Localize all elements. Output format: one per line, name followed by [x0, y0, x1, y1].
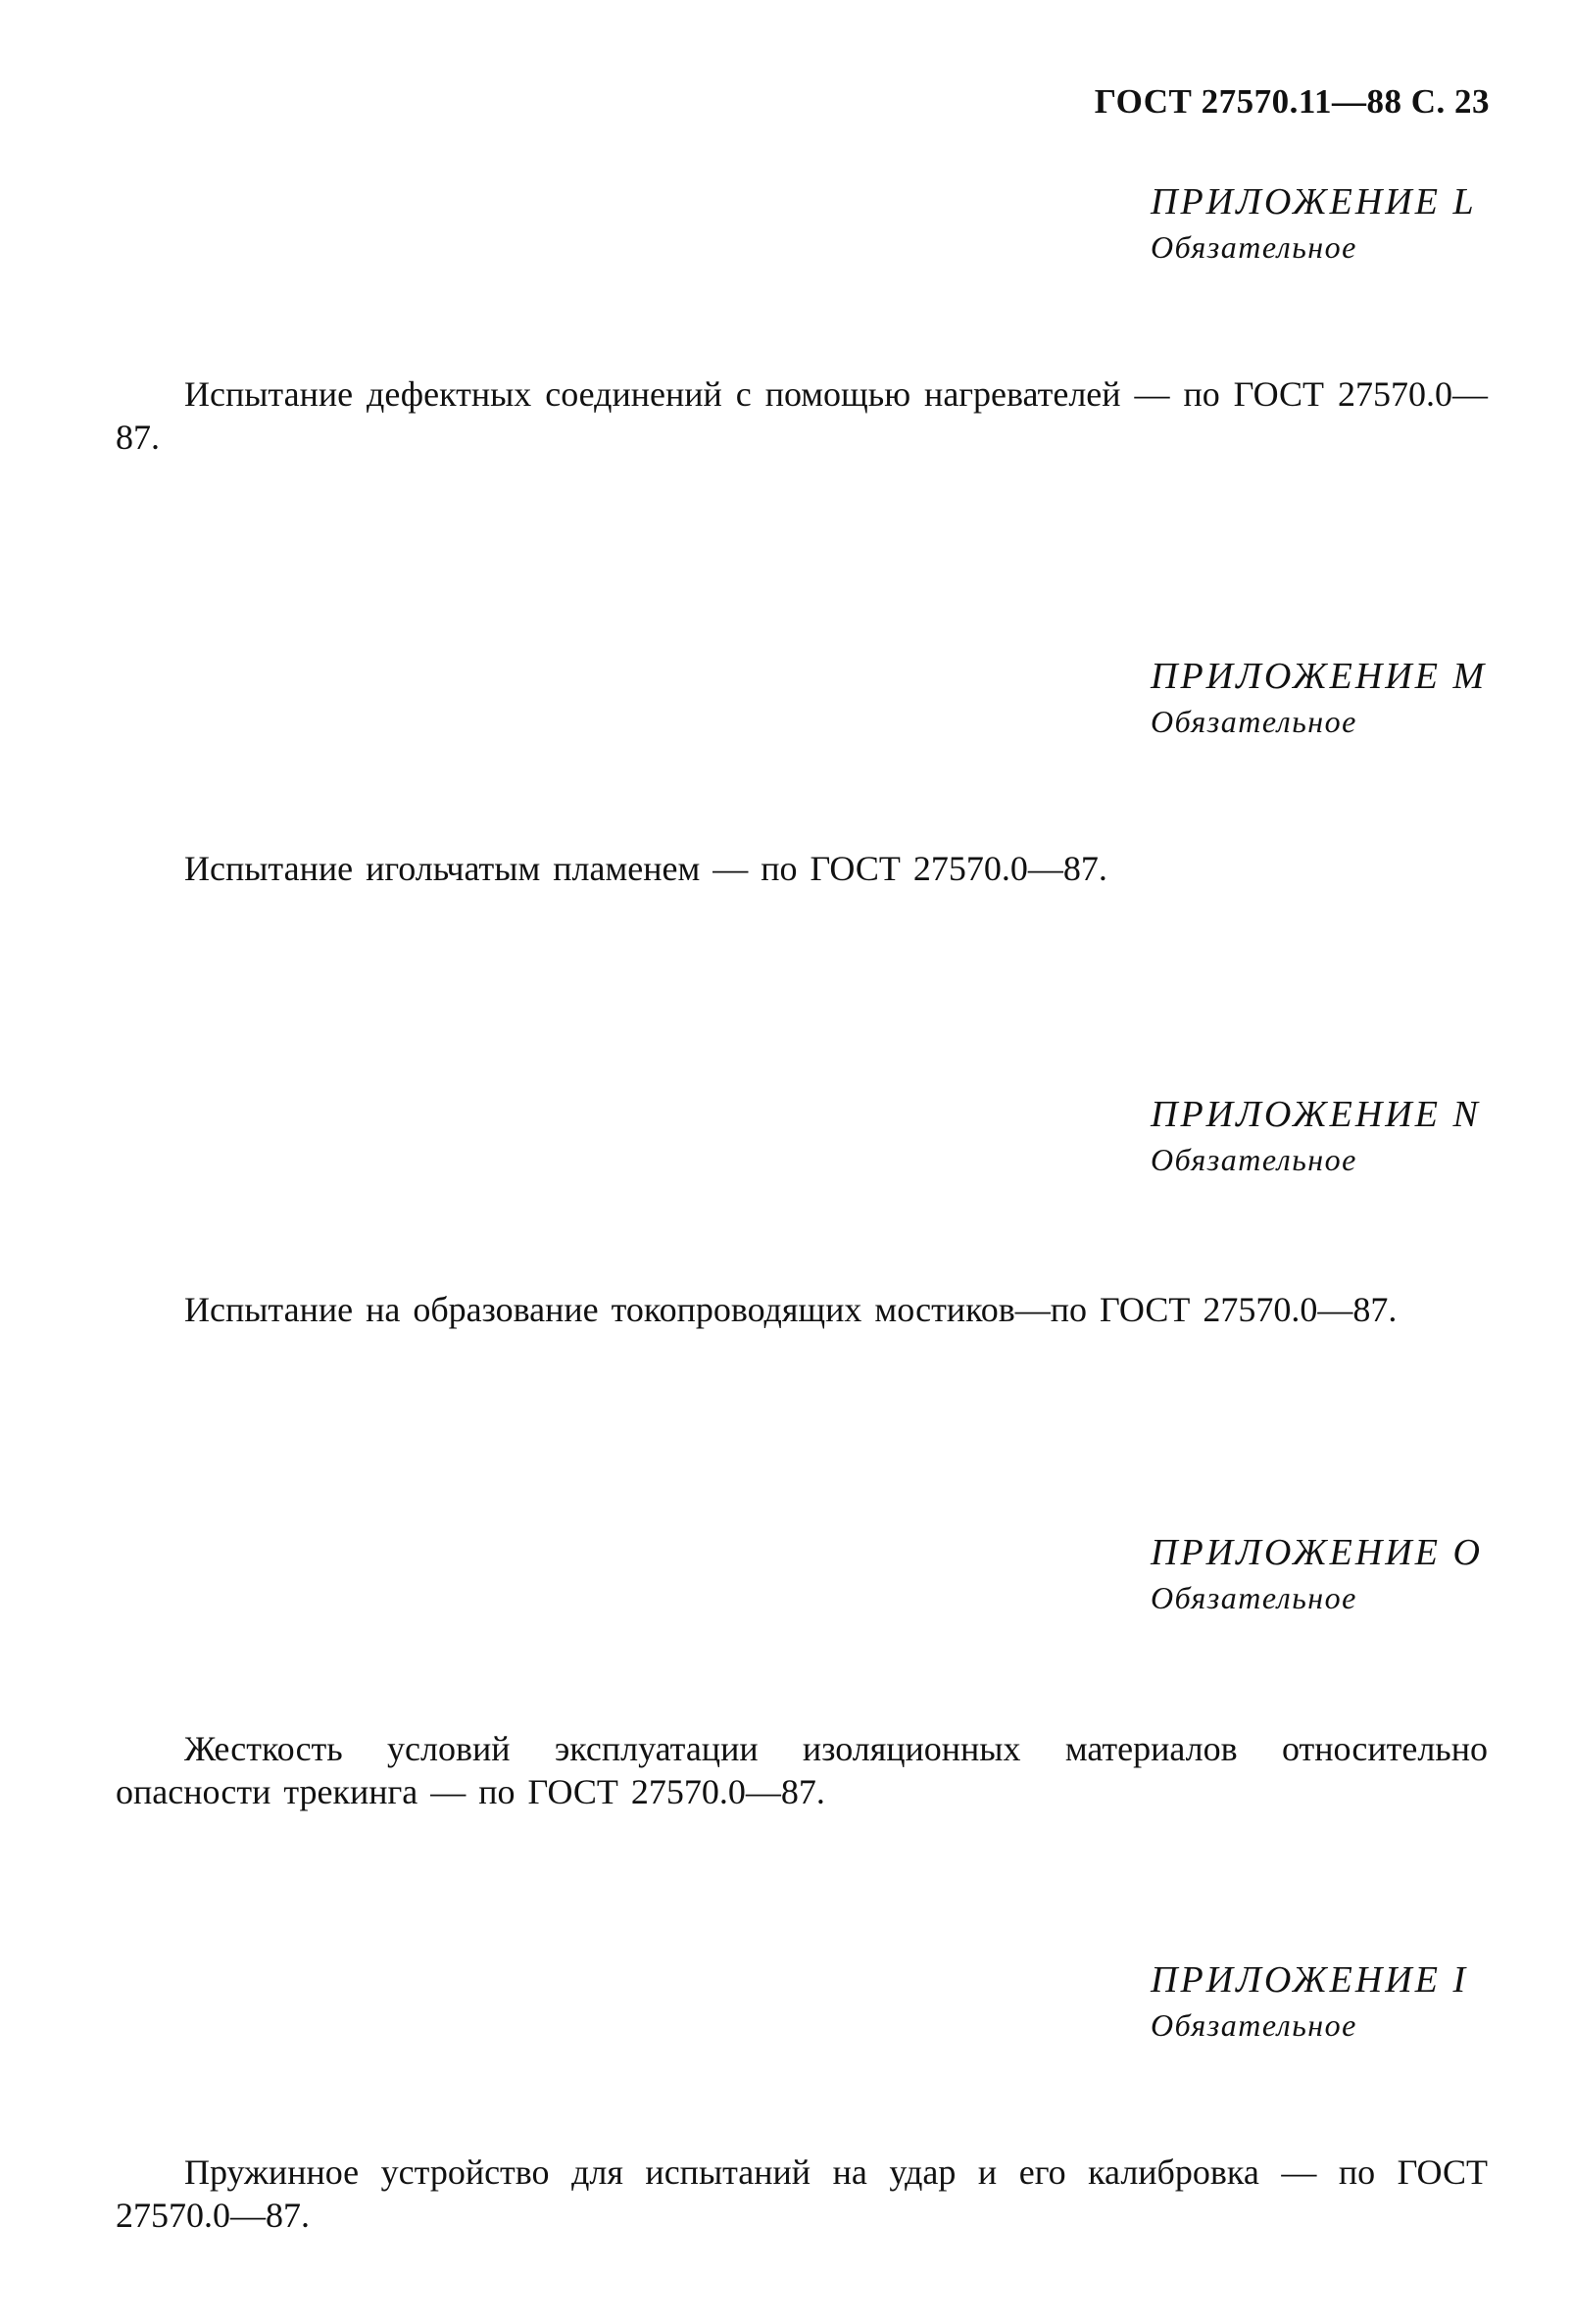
- appendix-title: ПРИЛОЖЕНИЕ O: [1151, 1532, 1483, 1573]
- appendix-text-i: Пружинное устройство для испытаний на удар и его калибровка — по ГОСТ 27570.0—87.: [116, 2152, 1488, 2235]
- appendix-title: ПРИЛОЖЕНИЕ N: [1151, 1094, 1481, 1135]
- appendix-status: Обязательное: [1151, 1580, 1357, 1615]
- appendix-heading-o: [1151, 1529, 1484, 1619]
- appendix-text-m: Испытание игольчатым пламенем — по ГОСТ 27570.0—87.: [184, 849, 1107, 888]
- appendix-text-l: Испытание дефектных соединений с помощью нагревателей — по ГОСТ 27570.0—87.: [116, 374, 1488, 457]
- appendix-title: ПРИЛОЖЕНИЕ I: [1151, 1959, 1469, 2001]
- appendix-heading-i: [1151, 1956, 1484, 2047]
- appendix-text-n: Испытание на образование токопроводящих мостиков—по ГОСТ 27570.0—87.: [184, 1290, 1398, 1329]
- appendix-status: Обязательное: [1151, 704, 1357, 739]
- appendix-title: ПРИЛОЖЕНИЕ L: [1151, 181, 1477, 223]
- appendix-heading-l: [1151, 178, 1484, 269]
- appendix-text-o: Жесткость условий эксплуатации изоляционных материалов относительно опасности трекинга — по ГОСТ 27570.0—87.: [116, 1729, 1488, 1811]
- appendix-heading-n: [1151, 1091, 1484, 1181]
- appendix-status: Обязательное: [1151, 2007, 1357, 2043]
- page-header: ГОСТ 27570.11—88 С. 23: [1094, 82, 1490, 121]
- appendix-title: ПРИЛОЖЕНИЕ M: [1151, 656, 1488, 697]
- appendix-heading-m: [1151, 653, 1488, 743]
- appendix-status: Обязательное: [1151, 229, 1357, 265]
- appendix-status: Обязательное: [1151, 1142, 1357, 1177]
